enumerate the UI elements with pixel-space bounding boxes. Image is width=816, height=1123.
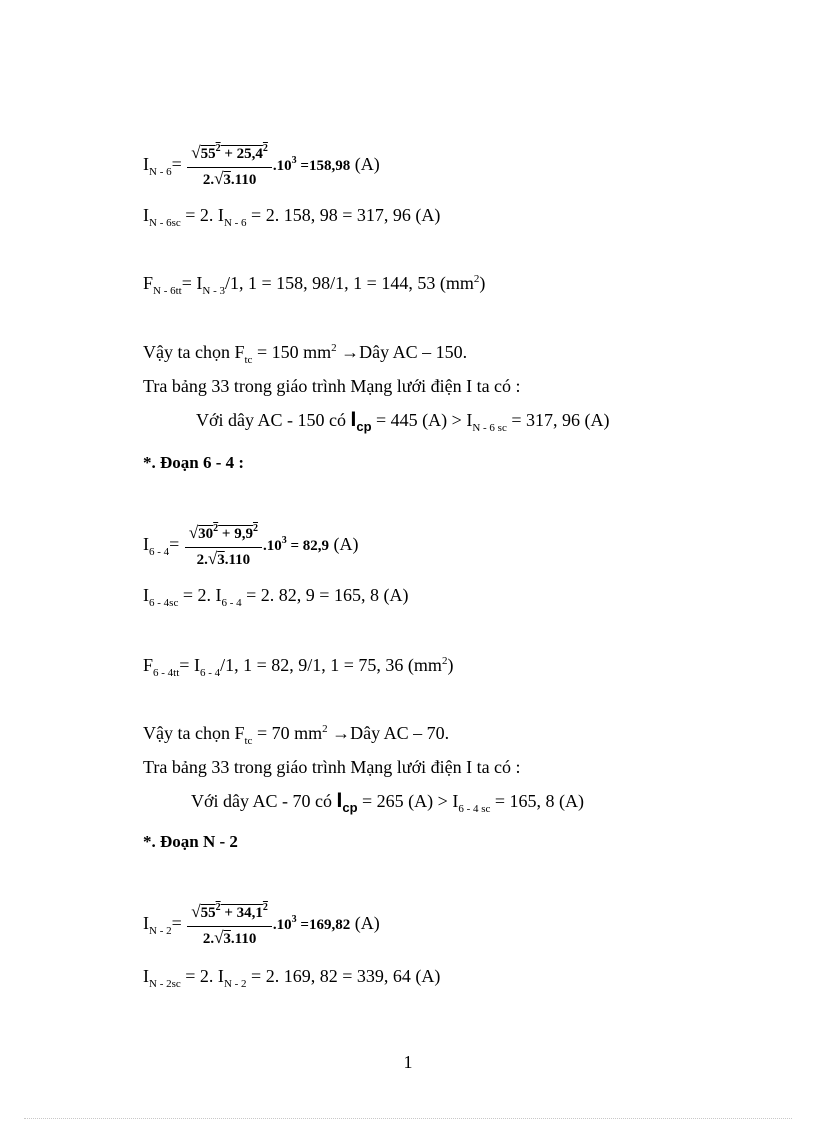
line-in2sc: $I_{N - 2sc} = 2$. $I_{N - 2} = 2$. 169, 82 = 339, 64 (A) <box>143 966 441 990</box>
line-fn6tt: $F_{N - 6tt}= I_{N - 3}/1$, 1 = 158, 98/1, 1 = 144, 53 $(mm^2)$ <box>143 273 486 297</box>
formula-eq: = <box>171 913 182 934</box>
formula-in6: $I_{N - 6}=$ $\frac{√55^2 + 25,4^2}{2.√3.110}$ $.10^3 =158,98$ (A) <box>143 143 380 188</box>
fraction <box>185 522 262 570</box>
fraction-numerator: $√55^2 + 25,4^2$ <box>191 143 268 162</box>
line-64-check: Với dây AC - 70 có $I_{cp} = 265$ $(A) > I_{6 - 4 sc} = 165$, 8 (A) <box>191 789 585 815</box>
formula-result: = 82,9 <box>286 538 330 555</box>
formula-lhs: I <box>143 913 149 934</box>
line-n6-table: Tra bảng 33 trong giáo trình Mạng lưới điện I ta có : <box>143 376 521 396</box>
line-64-table: Tra bảng 33 trong giáo trình Mạng lưới điện I ta có : <box>143 757 521 777</box>
fraction <box>187 142 272 190</box>
fraction-numerator: $√30^2 + 9,9^2$ <box>188 523 258 542</box>
formula-result: =158,98 <box>296 158 351 175</box>
section-heading-6-4: *. Đoạn 6 - 4 : <box>143 453 245 472</box>
fraction-denominator: 2.√3.110 <box>185 547 262 570</box>
formula-i64: $I_{6 - 4}=$ $\frac{√30^2 + 9,9^2}{2.√3.110}$ $.10^3 = 82,9$ (A) <box>143 523 359 568</box>
formula-unit: (A) <box>354 913 380 934</box>
formula-lhs-sub: 6 - 4 <box>149 546 170 559</box>
formula-lhs-sub: N - 6 <box>149 166 172 179</box>
formula-eq: = <box>171 154 182 175</box>
line-f64tt: $F_{6 - 4tt}= I_{6 - 4}/1$, 1 = 82, 9/1, 1 = 75, 36 $(mm^2)$ <box>143 655 454 679</box>
fraction-denominator: 2.√3.110 <box>187 926 272 949</box>
fraction <box>187 901 272 949</box>
formula-multiplier: .10 <box>262 538 282 555</box>
fraction-numerator: $√55^2 + 34,1^2$ <box>191 902 268 921</box>
formula-eq: = <box>169 534 180 555</box>
line-n6-choose: Vậy ta chọn $F_{tc} = 150$ $mm^2$ →Dây AC – 150. <box>143 342 468 366</box>
line-64-choose: Vậy ta chọn $F_{tc} = 70$ $mm^2$ →Dây AC – 70. <box>143 723 450 747</box>
formula-unit: (A) <box>333 534 359 555</box>
formula-lhs-sub: N - 2 <box>149 925 172 938</box>
formula-multiplier: .10 <box>272 158 292 175</box>
formula-multiplier: .10 <box>272 917 292 934</box>
formula-lhs: I <box>143 154 149 175</box>
line-in6sc: $I_{N - 6sc} = 2$. $I_{N - 6} = 2$. 158, 98 = 317, 96 (A) <box>143 205 441 229</box>
formula-unit: (A) <box>354 154 380 175</box>
line-i64sc: $I_{6 - 4sc} = 2$. $I_{6 - 4} = 2$. 82, 9 = 165, 8 (A) <box>143 585 409 609</box>
line-n6-check: Với dây AC - 150 có $I_{cp} = 445$ $(A) > I_{N - 6 sc} = 317$, 96 (A) <box>196 408 610 434</box>
fraction-denominator: 2.√3.110 <box>187 167 272 190</box>
formula-in2: $I_{N - 2}=$ $\frac{√55^2 + 34,1^2}{2.√3.110}$ $.10^3 =169,82$ (A) <box>143 902 380 947</box>
formula-lhs: I <box>143 534 149 555</box>
page-bottom-divider <box>24 1118 792 1119</box>
formula-result: =169,82 <box>296 917 351 934</box>
section-heading-n-2: *. Đoạn N - 2 <box>143 832 238 851</box>
page-number: 1 <box>403 1052 413 1072</box>
